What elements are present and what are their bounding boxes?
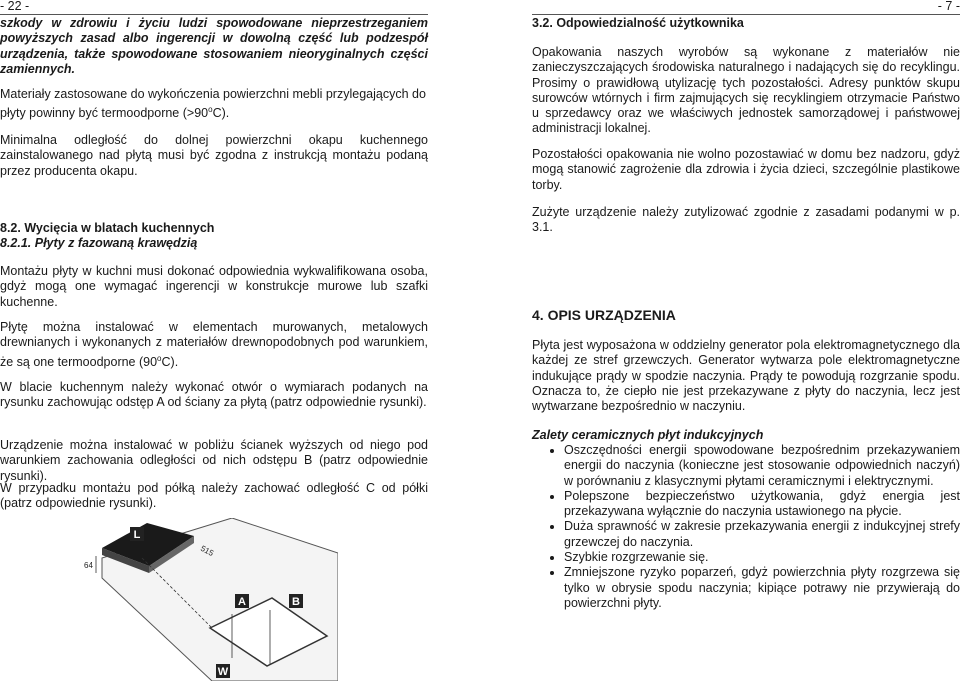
- section-3-2-title: 3.2. Odpowiedzialność użytkownika: [532, 16, 744, 30]
- list-item: • Oszczędności energii spowodowane bezpośrednim przekazywaniem energii do naczynia (konieczne jest stosowanie odpowiednich naczyń) w porównaniu z klasycznymi płytami ceramicznymi i elektrycznymi.: [564, 443, 960, 489]
- list-item: • Polepszone bezpieczeństwo użytkowania, gdyż energia jest przekazywana wyłącznie do naczynia ustawionego na płycie.: [564, 489, 960, 520]
- materials-paragraph: [0, 87, 428, 122]
- left-page: [0, 0, 428, 681]
- list-item: • Zmniejszone ryzyko poparzeń, gdyż powierzchnia płyty rozgrzewa się tylko w obrysie spodu naczynia; kipiące potrawy nie przywierają do powierzchni płyty.: [564, 565, 960, 611]
- recycling-paragraph: Opakowania naszych wyrobów są wykonane z materiałów nie zanieczyszczających środowiska naturalnego i nadających się do recyklingu. Prosimy o prawidłową utylizację tych pozostałości. Adresy punktów skupu surowców wtórnych i firm zajmujących się recyklingiem otrzymacie Państwo u sprzedawcy oraz we właściwych jednostek samorządowej i państwowej administracji lokalnej.: [532, 45, 960, 136]
- label-l: L: [133, 529, 141, 541]
- packaging-warning-paragraph: Pozostałości opakowania nie wolno pozostawiać w domu bez nadzoru, gdyż mogą stanowić zagrożenie dla zdrowia i życia dzieci, szczególnie plastikowe torby.: [532, 147, 960, 192]
- list-item: • Szybkie rozgrzewanie się.: [564, 550, 960, 565]
- installation-paragraph-5: W przypadku montażu pod półką należy zachować odległość C od półki (patrz odpowiednie rysunki).: [0, 481, 428, 511]
- right-page-number: - 7 -: [937, 0, 960, 13]
- installation-paragraph-3: W blacie kuchennym należy wykonać otwór o wymiarach podanych na rysunku zachowując odstęp A od ściany za płytą (patrz odpowiednie rysunki).: [0, 380, 428, 410]
- installation-paragraph-1: Montażu płyty w kuchni musi dokonać odpowiednia wykwalifikowana osoba, gdyż mogą one wymagać ingerencji w konstrukcje murowe lub szafki kuchenne.: [0, 264, 428, 309]
- materials-text: Materiały zastosowane do wykończenia powierzchni mebli przylegających do płyty powinny być termoodporne (>90: [0, 87, 426, 121]
- para2-text: Płytę można instalować w elementach murowanych, metalowych drewnianych i wykonanych z materiałów drewnopodobnych pod warunkiem, że są one termoodporne (90: [0, 320, 428, 369]
- disposal-paragraph: Zużyte urządzenie należy zutylizować zgodnie z zasadami podanymi w p. 3.1.: [532, 205, 960, 235]
- label-a: A: [238, 596, 246, 608]
- right-page-header: [532, 0, 960, 15]
- hood-distance-paragraph: Minimalna odległość do dolnej powierzchni okapu kuchennego zainstalowanego nad płytą musi być zgodna z instrukcją montażu podaną przez producenta okapu.: [0, 133, 428, 178]
- right-page: [532, 0, 960, 681]
- degree-sign: o: [208, 105, 213, 115]
- section-8-2-title: 8.2. Wycięcia w blatach kuchennych: [0, 221, 215, 235]
- subsection-8-2-1-title: 8.2.1. Płyty z fazowaną krawędzią: [0, 236, 198, 250]
- installation-paragraph-4: Urządzenie można instalować w pobliżu ścianek wyższych od niego pod warunkiem zachowania odległości od nich odstępu B (patrz odpowiednie rysunki).: [0, 438, 428, 483]
- para2-end: C).: [161, 354, 179, 369]
- device-description-paragraph: Płyta jest wyposażona w oddzielny generator pola elektromagnetycznego dla każdej ze stref grzewczych. Generator wytwarza pole elektromagnetyczne indukujące prądy w spodzie naczynia. Prądy te powodują rozgrzanie spodu. Oznacza to, że ciepło nie jest przekazywane z płyty do naczynia, lecz jest wytwarzane bezpośrednio w naczyniu.: [532, 338, 960, 414]
- advantages-list: [532, 443, 960, 611]
- section-4-title: 4. OPIS URZĄDZENIA: [532, 307, 676, 323]
- installation-paragraph-2: [0, 320, 428, 370]
- cutout-diagram: [82, 518, 338, 681]
- materials-end: C).: [212, 106, 230, 121]
- list-item: • Duża sprawność w zakresie przekazywania energii z indukcyjnej strefy grzewczej do naczynia.: [564, 519, 960, 550]
- label-w: W: [217, 666, 229, 678]
- left-page-header: [0, 0, 428, 15]
- dimension-515: 515: [199, 543, 216, 559]
- label-b: B: [292, 596, 300, 608]
- degree-sign: o: [157, 353, 162, 363]
- dimension-64: 64: [84, 561, 93, 570]
- left-page-number: - 22 -: [0, 0, 30, 13]
- intro-warning-text: szkody w zdrowiu i życiu ludzi spowodowane nieprzestrzeganiem powyższych zasad albo ingerencji w dowolną część lub podzespół urządzenia, także spowodowane stosowaniem nieoryginalnych części zamiennych.: [0, 16, 428, 76]
- advantages-title: Zalety ceramicznych płyt indukcyjnych: [532, 428, 764, 442]
